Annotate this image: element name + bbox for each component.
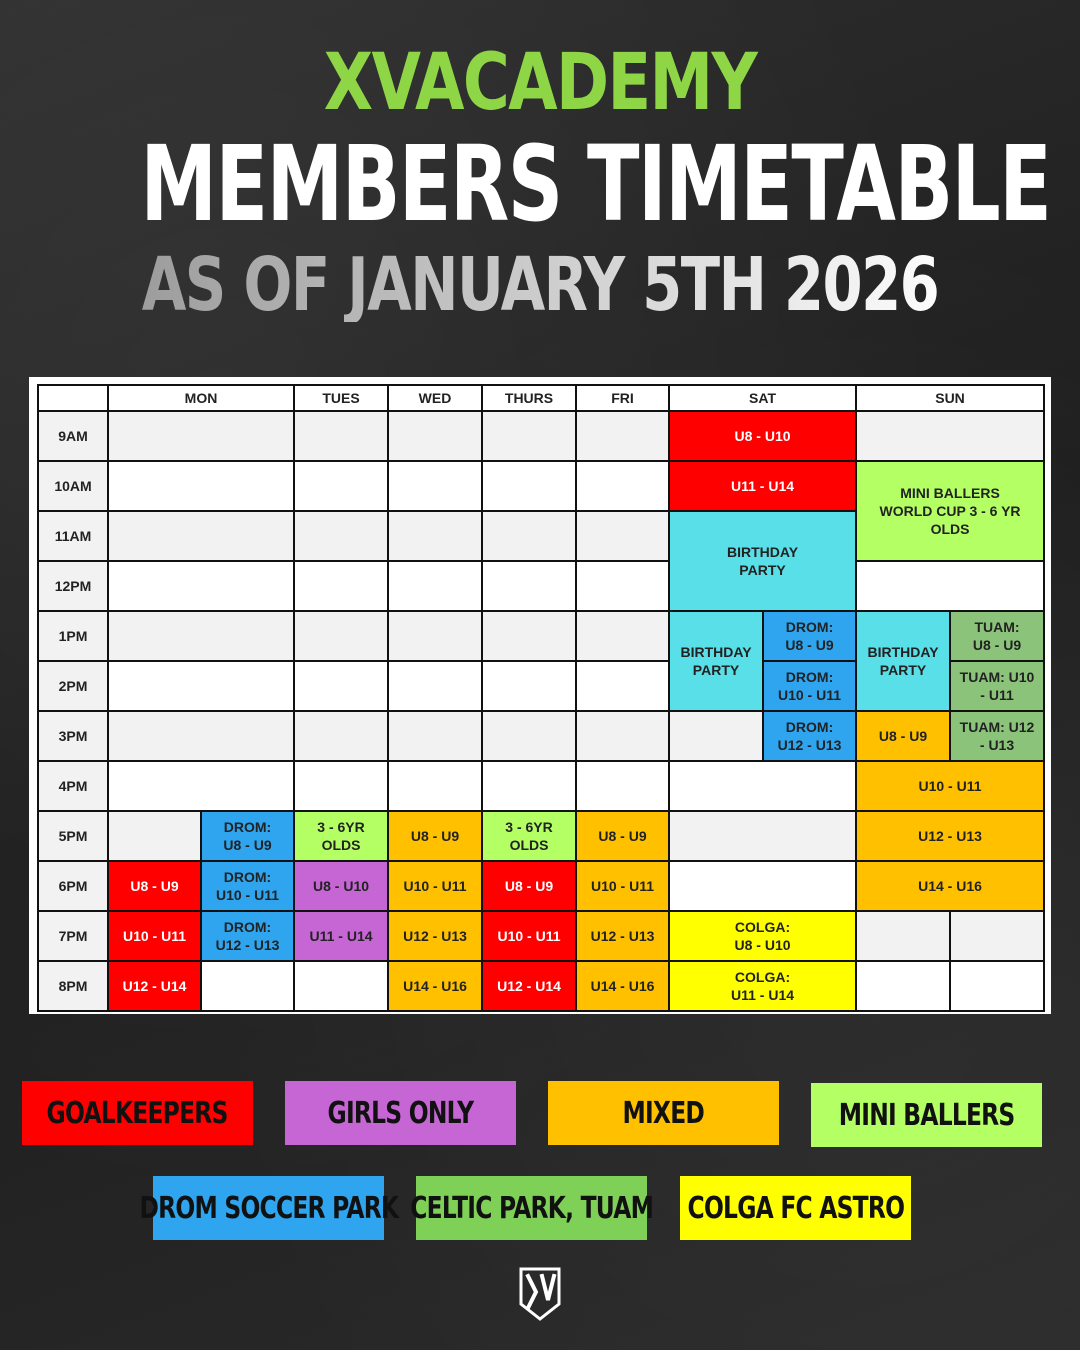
session-cell: BIRTHDAY PARTY <box>669 511 856 611</box>
empty-cell <box>294 561 388 611</box>
legend-label: GOALKEEPERS <box>46 1095 229 1131</box>
session-cell: BIRTHDAY PARTY <box>856 611 950 711</box>
empty-cell <box>576 661 669 711</box>
empty-cell <box>294 761 388 811</box>
time-label: 10AM <box>38 461 108 511</box>
empty-cell <box>388 411 482 461</box>
empty-cell <box>201 961 294 1011</box>
session-cell: TUAM: U10 - U11 <box>950 661 1044 711</box>
day-header-sat: SAT <box>669 385 856 411</box>
session-cell: DROM: U8 - U9 <box>201 811 294 861</box>
time-row <box>38 561 1044 611</box>
time-row <box>38 761 1044 811</box>
session-cell: U11 - U14 <box>294 911 388 961</box>
session-cell: COLGA: U8 - U10 <box>669 911 856 961</box>
empty-cell <box>576 411 669 461</box>
page-subtitle: AS OF JANUARY 5TH 2026 <box>119 248 961 322</box>
session-cell: U8 - U9 <box>388 811 482 861</box>
session-cell: DROM: U12 - U13 <box>763 711 856 761</box>
empty-cell <box>388 561 482 611</box>
empty-cell <box>108 661 294 711</box>
brand-title: XVACADEMY <box>323 38 757 128</box>
timetable <box>37 384 1045 1012</box>
empty-cell <box>669 811 856 861</box>
empty-cell <box>482 711 576 761</box>
legend-label: GIRLS ONLY <box>327 1095 474 1131</box>
empty-cell <box>576 561 669 611</box>
empty-cell <box>294 711 388 761</box>
empty-cell <box>669 761 856 811</box>
empty-cell <box>108 461 294 511</box>
time-label: 12PM <box>38 561 108 611</box>
session-cell: U11 - U14 <box>669 461 856 511</box>
day-header-row <box>38 385 1044 411</box>
session-cell: MINI BALLERS WORLD CUP 3 - 6 YR OLDS <box>856 461 1044 561</box>
empty-cell <box>294 411 388 461</box>
legend-label: COLGA FC ASTRO <box>687 1190 904 1226</box>
empty-cell <box>108 511 294 561</box>
legend-label: DROM SOCCER PARK <box>139 1190 398 1226</box>
session-cell: U10 - U11 <box>482 911 576 961</box>
page-title: MEMBERS TIMETABLE <box>140 123 1051 245</box>
empty-cell <box>388 611 482 661</box>
empty-cell <box>482 511 576 561</box>
empty-cell <box>388 711 482 761</box>
session-cell: U8 - U10 <box>669 411 856 461</box>
legend-label: MINI BALLERS <box>838 1097 1015 1133</box>
empty-cell <box>576 611 669 661</box>
legend-drom-soccer-park <box>139 1176 398 1240</box>
empty-cell <box>108 561 294 611</box>
session-cell: DROM: U12 - U13 <box>201 911 294 961</box>
session-cell: U10 - U11 <box>388 861 482 911</box>
session-cell: TUAM: U12 - U13 <box>950 711 1044 761</box>
time-label: 3PM <box>38 711 108 761</box>
time-label: 11AM <box>38 511 108 561</box>
day-header-thurs: THURS <box>482 385 576 411</box>
empty-cell <box>856 411 1044 461</box>
time-row <box>38 711 1044 761</box>
legend-label: MIXED <box>622 1095 705 1131</box>
xv-academy-shield-icon <box>518 1266 562 1322</box>
session-cell: DROM: U8 - U9 <box>763 611 856 661</box>
empty-cell <box>294 661 388 711</box>
empty-cell <box>482 761 576 811</box>
empty-cell <box>856 911 950 961</box>
session-cell: U12 - U13 <box>856 811 1044 861</box>
empty-cell <box>950 961 1044 1011</box>
legend-mini-ballers <box>811 1083 1042 1147</box>
legend-mixed <box>548 1081 779 1145</box>
session-cell: U8 - U10 <box>294 861 388 911</box>
empty-cell <box>388 761 482 811</box>
legend-girls-only <box>285 1081 516 1145</box>
empty-cell <box>950 911 1044 961</box>
empty-cell <box>388 511 482 561</box>
empty-cell <box>108 611 294 661</box>
time-row <box>38 461 1044 511</box>
session-cell: U10 - U11 <box>576 861 669 911</box>
session-cell: U8 - U9 <box>576 811 669 861</box>
session-cell: TUAM: U8 - U9 <box>950 611 1044 661</box>
empty-cell <box>576 761 669 811</box>
time-row <box>38 611 1044 661</box>
time-row <box>38 811 1044 861</box>
legend-goalkeepers <box>22 1081 253 1145</box>
legend-colga-fc-astro <box>680 1176 911 1240</box>
empty-cell <box>576 511 669 561</box>
legend-label: CELTIC PARK, TUAM <box>410 1190 653 1226</box>
empty-cell <box>108 711 294 761</box>
session-cell: U10 - U11 <box>856 761 1044 811</box>
session-cell: COLGA: U11 - U14 <box>669 961 856 1011</box>
day-header-mon: MON <box>108 385 294 411</box>
time-row <box>38 961 1044 1011</box>
empty-cell <box>669 861 856 911</box>
session-cell: U12 - U13 <box>388 911 482 961</box>
empty-cell <box>108 761 294 811</box>
empty-cell <box>388 661 482 711</box>
session-cell: U8 - U9 <box>108 861 201 911</box>
day-header-wed: WED <box>388 385 482 411</box>
time-label: 9AM <box>38 411 108 461</box>
day-header-fri: FRI <box>576 385 669 411</box>
session-cell: DROM: U10 - U11 <box>763 661 856 711</box>
session-cell: BIRTHDAY PARTY <box>669 611 763 711</box>
time-label: 8PM <box>38 961 108 1011</box>
empty-cell <box>482 611 576 661</box>
session-cell: U8 - U9 <box>856 711 950 761</box>
empty-cell <box>856 561 1044 611</box>
session-cell: U14 - U16 <box>388 961 482 1011</box>
session-cell: U12 - U14 <box>108 961 201 1011</box>
session-cell: 3 - 6YR OLDS <box>294 811 388 861</box>
session-cell: U12 - U13 <box>576 911 669 961</box>
session-cell: U8 - U9 <box>482 861 576 911</box>
time-row <box>38 861 1044 911</box>
empty-cell <box>294 961 388 1011</box>
empty-cell <box>576 461 669 511</box>
time-row <box>38 911 1044 961</box>
empty-cell <box>294 461 388 511</box>
session-cell: U14 - U16 <box>856 861 1044 911</box>
empty-cell <box>294 511 388 561</box>
empty-cell <box>482 461 576 511</box>
empty-cell <box>669 711 763 761</box>
empty-cell <box>108 411 294 461</box>
session-cell: DROM: U10 - U11 <box>201 861 294 911</box>
time-label: 4PM <box>38 761 108 811</box>
time-label: 2PM <box>38 661 108 711</box>
time-label: 6PM <box>38 861 108 911</box>
empty-cell <box>294 611 388 661</box>
empty-cell <box>108 811 201 861</box>
day-header-tues: TUES <box>294 385 388 411</box>
time-label: 5PM <box>38 811 108 861</box>
empty-cell <box>576 711 669 761</box>
legend-celtic-park-tuam <box>410 1176 653 1240</box>
corner-cell <box>38 385 108 411</box>
empty-cell <box>388 461 482 511</box>
session-cell: U14 - U16 <box>576 961 669 1011</box>
time-label: 1PM <box>38 611 108 661</box>
session-cell: U10 - U11 <box>108 911 201 961</box>
session-cell: U12 - U14 <box>482 961 576 1011</box>
session-cell: 3 - 6YR OLDS <box>482 811 576 861</box>
empty-cell <box>482 661 576 711</box>
time-label: 7PM <box>38 911 108 961</box>
day-header-sun: SUN <box>856 385 1044 411</box>
empty-cell <box>482 561 576 611</box>
empty-cell <box>482 411 576 461</box>
empty-cell <box>856 961 950 1011</box>
time-row <box>38 411 1044 461</box>
